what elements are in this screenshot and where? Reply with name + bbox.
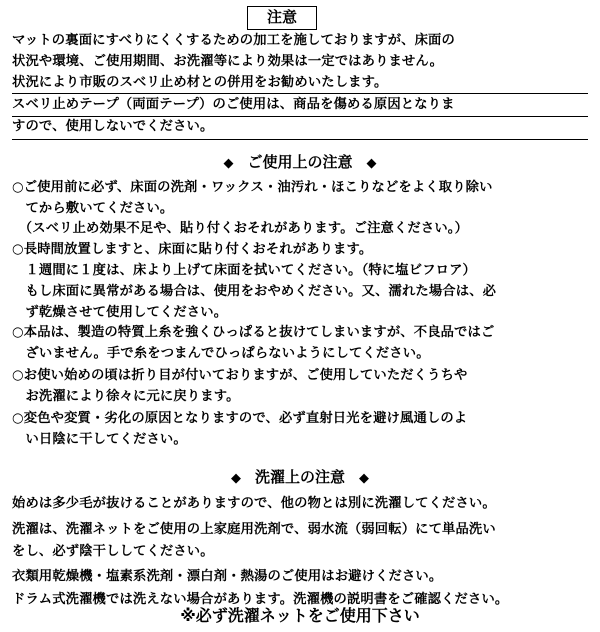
intro-warning-line: すので、使用しないでください。 [12, 119, 214, 134]
washing-line: をし、必ず陰干ししてください。 [12, 544, 214, 559]
intro-line: マットの裏面にすべりにくくするための加工を施しておりますが、床面の [12, 33, 455, 48]
washing-heading-text: 洗濯上の注意 [254, 468, 345, 486]
page-title: 注意 [247, 6, 317, 30]
usage-heading-text: ご使用上の注意 [247, 153, 353, 171]
usage-line: お洗濯により徐々に元に戻ります。 [12, 389, 240, 404]
usage-line: ○本品は、製造の特質上糸を強くひっぱると抜けてしまいますが、不良品ではご [12, 325, 495, 340]
washing-line: 始めは多少毛が抜けることがありますので、他の物とは別に洗濯してください。 [12, 496, 496, 511]
usage-line: もし床面に異常がある場合は、使用をおやめください。又、濡れた場合は、必 [12, 284, 497, 299]
usage-line: ○長時間放置しますと、床面に貼り付くおそれがあります。 [12, 242, 373, 257]
underline [12, 93, 588, 94]
diamond-icon: ◆ [359, 471, 369, 486]
usage-line: １週間に１度は、床より上げて床面を拭いてください。（特に塩ビフロア） [12, 263, 476, 278]
footer-note: ※必ず洗濯ネットをご使用下さい [180, 606, 420, 625]
diamond-icon: ◆ [223, 156, 234, 171]
washing-line: 洗濯は、洗濯ネットをご使用の上家庭用洗剤で、弱水流（弱回転）にて単品洗い [12, 522, 496, 537]
usage-line: ○お使い始めの頃は折り目が付いておりますが、ご使用していただくうちや [12, 368, 468, 383]
intro-warning-line: スベリ止めテープ（両面テープ）のご使用は、商品を傷める原因となりま [12, 97, 455, 112]
usage-line: ○変色や変質・劣化の原因となりますので、必ず直射日光を避け風通しのよ [12, 411, 468, 426]
washing-heading [0, 466, 600, 490]
intro-line: 状況や環境、ご使用期間、お洗濯等により効果は一定ではありません。 [12, 54, 444, 69]
intro-line: 状況により市販のスベリ止め材との併用をお勧めいたします。 [12, 75, 388, 90]
usage-line: い日陰に干してください。 [12, 432, 187, 447]
underline [12, 139, 588, 140]
washing-line: 衣類用乾燥機・塩素系洗剤・漂白剤・熱湯のご使用はお避けください。 [12, 569, 443, 584]
diamond-icon: ◆ [366, 156, 377, 171]
usage-heading [0, 151, 600, 175]
washing-line: ドラム式洗濯機では洗えない場合があります。洗濯機の説明書をご確認ください。 [12, 592, 509, 607]
usage-line: てから敷いてください。 [12, 201, 174, 216]
usage-line: ず乾燥させて使用してください。 [12, 305, 228, 320]
diamond-icon: ◆ [230, 471, 241, 486]
usage-line: ざいません。手で糸をつまんでひっぱらないようにしてください。 [12, 346, 430, 361]
usage-line: （スベリ止め効果不足や、貼り付くおそれがあります。ご注意ください。） [12, 221, 469, 236]
usage-line: ○ご使用前に必ず、床面の洗剤・ワックス・油汚れ・ほこりなどをよく取り除い [12, 180, 493, 195]
